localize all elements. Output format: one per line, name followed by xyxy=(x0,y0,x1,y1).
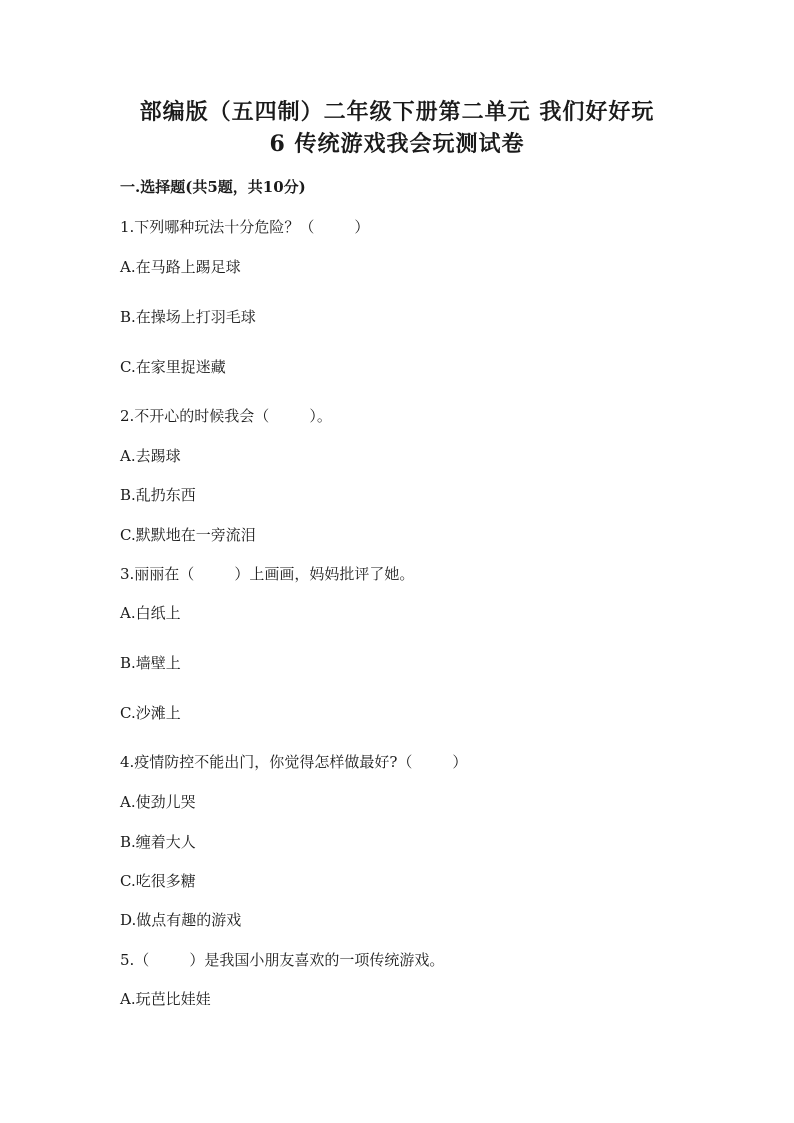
section-heading-multiple-choice: 一.选择题(共5题，共10分) xyxy=(120,178,306,196)
question-2-option-a: A.去踢球 xyxy=(120,447,181,465)
question-1-stem xyxy=(120,217,369,237)
question-2-text: 2.不开心的时候我会（ xyxy=(120,407,270,425)
question-3-option-b: B.墙壁上 xyxy=(120,654,181,672)
question-3-option-a: A.白纸上 xyxy=(120,604,181,622)
question-1-text: 1.下列哪种玩法十分危险？（ xyxy=(120,218,315,236)
page-title-line-1: 部编版（五四制）二年级下册第二单元 我们好好玩 xyxy=(139,99,655,125)
question-5-option-a: A.玩芭比娃娃 xyxy=(120,990,211,1008)
question-2-option-c: C.默默地在一旁流泪 xyxy=(120,526,256,544)
question-4-text-end: ） xyxy=(452,753,468,771)
question-4-stem xyxy=(120,752,467,772)
question-4-option-d: D.做点有趣的游戏 xyxy=(120,911,242,929)
question-3-option-c: C.沙滩上 xyxy=(120,704,181,722)
question-4-text: 4.疫情防控不能出门，你觉得怎样做最好?（ xyxy=(120,753,413,771)
question-3-text-end: ）上画画，妈妈批评了她。 xyxy=(234,565,415,583)
question-4-option-b: B.缠着大人 xyxy=(120,833,196,851)
question-1-option-c: C.在家里捉迷藏 xyxy=(120,358,226,376)
question-4-option-c: C.吃很多糖 xyxy=(120,872,196,890)
question-1-text-end: ） xyxy=(354,218,370,236)
question-5-stem xyxy=(120,950,444,970)
question-1-option-a: A.在马路上踢足球 xyxy=(120,258,241,276)
question-4-option-a: A.使劲儿哭 xyxy=(120,793,196,811)
question-5-text: 5.（ xyxy=(120,951,150,969)
question-5-text-end: ）是我国小朋友喜欢的一项传统游戏。 xyxy=(189,951,445,969)
page-title-line-2: 6 传统游戏我会玩测试卷 xyxy=(269,131,525,157)
question-2-stem xyxy=(120,406,332,426)
question-1-option-b: B.在操场上打羽毛球 xyxy=(120,308,256,326)
question-2-option-b: B.乱扔东西 xyxy=(120,486,196,504)
question-3-stem xyxy=(120,564,414,584)
question-2-text-end: ）。 xyxy=(309,407,332,425)
question-3-text: 3.丽丽在（ xyxy=(120,565,195,583)
